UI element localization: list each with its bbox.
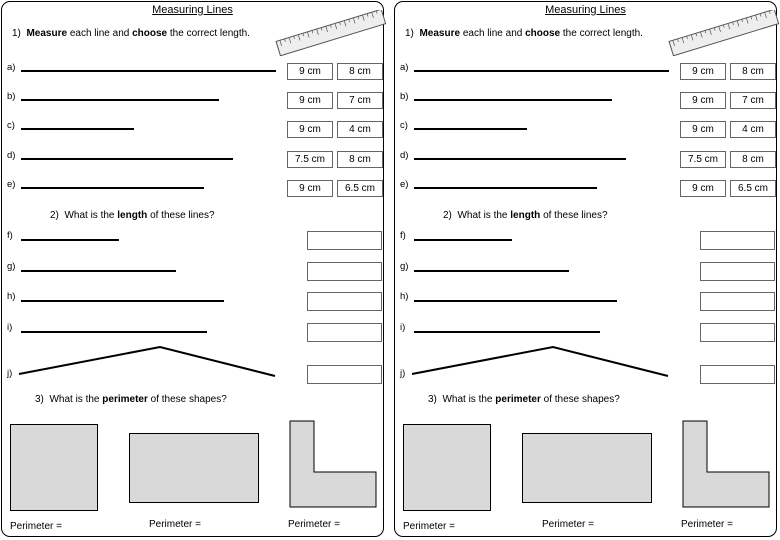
measure-line bbox=[414, 239, 512, 241]
square-shape bbox=[403, 424, 491, 511]
option-box[interactable]: 9 cm bbox=[287, 92, 333, 109]
option-box[interactable]: 7.5 cm bbox=[680, 151, 726, 168]
option-box[interactable]: 9 cm bbox=[680, 121, 726, 138]
option-box[interactable]: 9 cm bbox=[287, 180, 333, 197]
answer-box[interactable] bbox=[700, 262, 775, 281]
option-box[interactable]: 4 cm bbox=[730, 121, 776, 138]
option-box[interactable]: 9 cm bbox=[287, 63, 333, 80]
item-label: b) bbox=[7, 91, 16, 102]
l-shape bbox=[288, 420, 380, 510]
measure-line bbox=[21, 300, 224, 302]
option-box[interactable]: 8 cm bbox=[730, 151, 776, 168]
item-label: c) bbox=[7, 120, 15, 131]
measure-line bbox=[414, 331, 600, 333]
measure-line bbox=[414, 187, 597, 189]
bent-line bbox=[395, 342, 675, 382]
measure-line bbox=[21, 158, 233, 160]
l-shape bbox=[681, 420, 773, 510]
item-label: a) bbox=[400, 62, 409, 73]
option-box[interactable]: 7 cm bbox=[337, 92, 383, 109]
measure-line bbox=[21, 239, 119, 241]
perimeter-label: Perimeter = bbox=[403, 521, 455, 532]
perimeter-label: Perimeter = bbox=[681, 519, 733, 530]
rectangle-shape bbox=[129, 433, 259, 503]
question-2-heading: 2) What is the length of these lines? bbox=[50, 210, 215, 221]
option-box[interactable]: 7.5 cm bbox=[287, 151, 333, 168]
question-1-heading: 1) Measure each line and choose the correct length. bbox=[405, 28, 643, 39]
measure-line bbox=[21, 99, 219, 101]
perimeter-label: Perimeter = bbox=[288, 519, 340, 530]
ruler-icon bbox=[665, 10, 780, 56]
perimeter-label: Perimeter = bbox=[10, 521, 62, 532]
question-2-heading: 2) What is the length of these lines? bbox=[443, 210, 608, 221]
perimeter-label: Perimeter = bbox=[149, 519, 201, 530]
ruler-icon bbox=[272, 10, 390, 56]
question-1-heading: 1) Measure each line and choose the correct length. bbox=[12, 28, 250, 39]
answer-box[interactable] bbox=[307, 262, 382, 281]
item-label: d) bbox=[7, 150, 16, 161]
worksheet-title: Measuring Lines bbox=[152, 4, 233, 16]
answer-box[interactable] bbox=[307, 323, 382, 342]
measure-line bbox=[414, 70, 669, 72]
item-label: j) bbox=[7, 368, 13, 379]
option-box[interactable]: 9 cm bbox=[680, 180, 726, 197]
answer-box[interactable] bbox=[307, 292, 382, 311]
item-label: g) bbox=[400, 261, 409, 272]
option-box[interactable]: 8 cm bbox=[337, 151, 383, 168]
item-label: f) bbox=[400, 230, 406, 241]
question-3-heading: 3) What is the perimeter of these shapes? bbox=[35, 394, 227, 405]
option-box[interactable]: 6.5 cm bbox=[730, 180, 776, 197]
option-box[interactable]: 8 cm bbox=[337, 63, 383, 80]
perimeter-label: Perimeter = bbox=[542, 519, 594, 530]
option-box[interactable]: 9 cm bbox=[680, 92, 726, 109]
item-label: h) bbox=[400, 291, 409, 302]
item-label: e) bbox=[400, 179, 409, 190]
measure-line bbox=[21, 187, 204, 189]
item-label: a) bbox=[7, 62, 16, 73]
answer-box[interactable] bbox=[700, 323, 775, 342]
worksheet-left bbox=[1, 1, 384, 537]
rectangle-shape bbox=[522, 433, 652, 503]
item-label: d) bbox=[400, 150, 409, 161]
item-label: i) bbox=[400, 322, 406, 333]
bent-line bbox=[2, 342, 282, 382]
square-shape bbox=[10, 424, 98, 511]
answer-box[interactable] bbox=[307, 365, 382, 384]
measure-line bbox=[414, 158, 626, 160]
measure-line bbox=[414, 128, 527, 130]
item-label: b) bbox=[400, 91, 409, 102]
option-box[interactable]: 8 cm bbox=[730, 63, 776, 80]
answer-box[interactable] bbox=[700, 365, 775, 384]
measure-line bbox=[21, 128, 134, 130]
worksheet-title: Measuring Lines bbox=[545, 4, 626, 16]
item-label: i) bbox=[7, 322, 13, 333]
item-label: f) bbox=[7, 230, 13, 241]
item-label: c) bbox=[400, 120, 408, 131]
worksheet-right bbox=[394, 1, 777, 537]
measure-line bbox=[414, 270, 569, 272]
question-3-heading: 3) What is the perimeter of these shapes? bbox=[428, 394, 620, 405]
item-label: h) bbox=[7, 291, 16, 302]
measure-line bbox=[414, 300, 617, 302]
measure-line bbox=[21, 70, 276, 72]
measure-line bbox=[21, 270, 176, 272]
option-box[interactable]: 9 cm bbox=[680, 63, 726, 80]
option-box[interactable]: 7 cm bbox=[730, 92, 776, 109]
item-label: e) bbox=[7, 179, 16, 190]
measure-line bbox=[21, 331, 207, 333]
option-box[interactable]: 9 cm bbox=[287, 121, 333, 138]
item-label: j) bbox=[400, 368, 406, 379]
option-box[interactable]: 6.5 cm bbox=[337, 180, 383, 197]
option-box[interactable]: 4 cm bbox=[337, 121, 383, 138]
measure-line bbox=[414, 99, 612, 101]
answer-box[interactable] bbox=[307, 231, 382, 250]
item-label: g) bbox=[7, 261, 16, 272]
answer-box[interactable] bbox=[700, 231, 775, 250]
answer-box[interactable] bbox=[700, 292, 775, 311]
